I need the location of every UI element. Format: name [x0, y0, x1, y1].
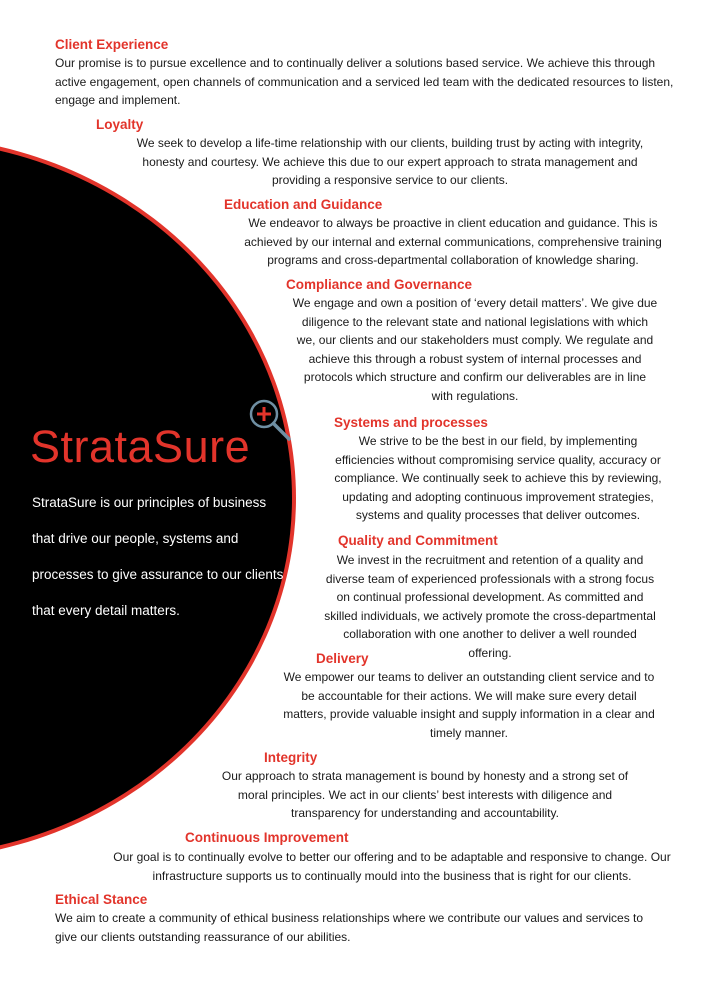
magnifier-plus-icon	[246, 396, 294, 444]
section-heading-quality: Quality and Commitment	[338, 533, 498, 548]
brand-logo-text: StrataSure	[30, 421, 251, 472]
section-text-systems: We strive to be the best in our field, by implementing efficiencies without compromising service quality, accuracy or compliance. We continually seek to achieve this by reviewing, updating and adopting continuous improvement strategies, systems and quality processes that deliver outcomes.	[334, 434, 662, 522]
section-heading-client-experience: Client Experience	[55, 37, 169, 52]
section-text-compliance: We engage and own a position of ‘every detail matters’. We give due diligence to the relevant state and national legislations with which we, our clients and our stakeholders must comply. We regulate and achieve this through a robust system of internal processes and protocols which structure and confirm our deliverables are in line with regulations.	[292, 296, 658, 403]
section-text-delivery: We empower our teams to deliver an outstanding client service and to be accountable for their actions. We will make sure every detail matters, provide valuable insight and supply information in a clear and timely manner.	[283, 670, 655, 740]
section-heading-ethical-stance: Ethical Stance	[55, 892, 148, 907]
section-heading-integrity: Integrity	[264, 750, 318, 765]
section-heading-education: Education and Guidance	[224, 197, 383, 212]
section-heading-continuous-improvement: Continuous Improvement	[185, 830, 349, 845]
section-heading-systems: Systems and processes	[334, 415, 488, 430]
section-text-ethical-stance: We aim to create a community of ethical business relationships where we contribute our values and services to give our clients outstanding reassurance of our abilities.	[55, 911, 644, 944]
section-heading-delivery: Delivery	[316, 651, 369, 666]
brand-tagline: StrataSure is our principles of business that drive our people, systems and processes to give assurance to our clients that every detail matters.	[32, 495, 284, 618]
section-heading-compliance: Compliance and Governance	[286, 277, 473, 292]
section-text-quality: We invest in the recruitment and retention of a quality and diverse team of experienced professionals with a strong focus on continual professional development. As committed and skilled individuals, we actively promote the cross-departmental collaboration with one another to deliver a well rounded offering.	[324, 553, 656, 660]
section-text-integrity: Our approach to strata management is bound by honesty and a strong set of moral principles. We act in our clients’ best interests with diligence and transparency for understanding and accountability.	[221, 769, 629, 820]
section-text-continuous-improvement: Our goal is to continually evolve to better our offering and to be adaptable and responsive to change. Our infrastructure supports us to continually mould into the business that is right for our clients.	[113, 850, 671, 883]
section-text-education: We endeavor to always be proactive in client education and guidance. This is achieved by our internal and external communications, comprehensive training programs and cross-departmental collaboration of knowledge sharing.	[244, 216, 662, 267]
section-text-loyalty: We seek to develop a life-time relationship with our clients, building trust by acting with integrity, honesty and courtesy. We achieve this due to our expert approach to strata management and providing a responsive service to our clients.	[136, 136, 644, 187]
section-heading-loyalty: Loyalty	[96, 117, 144, 132]
section-text-client-experience: Our promise is to pursue excellence and to continually deliver a solutions based service. We achieve this through active engagement, open channels of communication and a serviced led team with the dedicated resources to listen, engage and implement.	[55, 56, 674, 107]
